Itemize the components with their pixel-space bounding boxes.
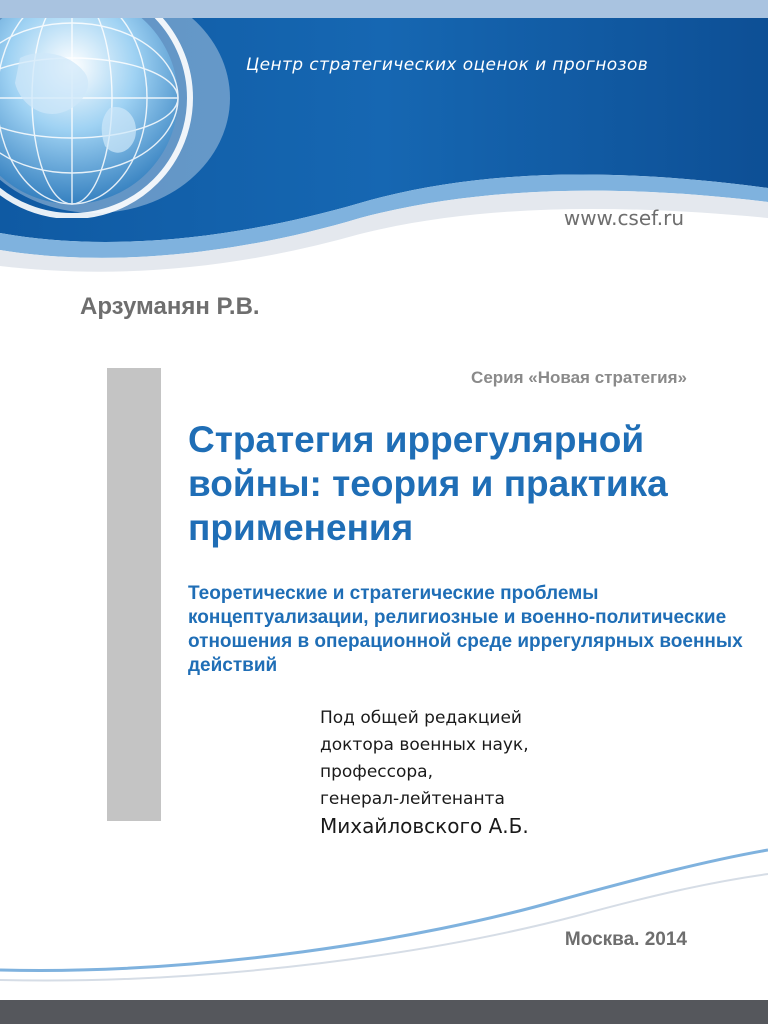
website-url: www.csef.ru xyxy=(563,206,684,230)
decorative-bar xyxy=(107,368,161,821)
editor-line: доктора военных наук, xyxy=(320,735,529,755)
bottom-strip xyxy=(0,1000,768,1024)
editor-name: Михайловского А.Б. xyxy=(320,814,529,838)
editor-line: профессора, xyxy=(320,762,434,782)
series-label: Серия «Новая стратегия» xyxy=(471,368,687,387)
book-subtitle: Теоретические и стратегические проблемы концептуализации, религиозные и военно-политические отношения в операционной среде иррегулярных военных действий xyxy=(188,583,743,676)
top-strip xyxy=(0,0,768,18)
editor-block xyxy=(320,705,529,840)
organization-name: Центр стратегических оценок и прогнозов xyxy=(246,55,649,75)
author-name: Арзуманян Р.В. xyxy=(80,293,260,320)
editor-line: генерал-лейтенанта xyxy=(320,789,505,809)
globe-logo-icon xyxy=(0,18,240,218)
footer-swoosh xyxy=(0,830,768,990)
editor-line: Под общей редакцией xyxy=(320,708,522,728)
book-title: Стратегия иррегулярной войны: теория и практика применения xyxy=(188,419,668,548)
city-year: Москва. 2014 xyxy=(564,929,687,950)
